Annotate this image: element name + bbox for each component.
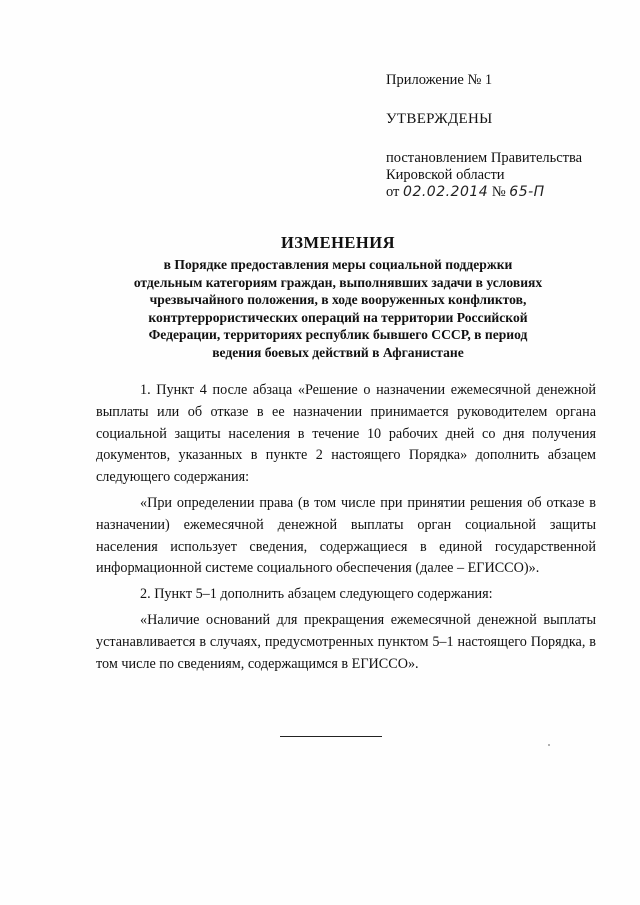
document-subtitle: в Порядке предоставления меры социальной поддержки отдельным категориям граждан, выполнявших задачи в условиях чрезвычайного положения, в ходе вооруженных конфликтов, контртеррористических операций на территории Российской Федерации, территориях республик бывшего СССР, в период ведения боевых действий в Афганистане <box>133 257 543 360</box>
date-prefix: от <box>386 184 400 200</box>
number-sign: № <box>491 184 506 200</box>
decree-line-2: Кировской области <box>386 167 505 183</box>
handwritten-date: 02.02.2014 <box>403 184 489 200</box>
approval-block <box>386 72 616 201</box>
paragraph-2: «При определении права (в том числе при принятии решения об отказе в назначении) ежемесячной денежной выплаты орган социальной защиты населения использует сведения, содержащиеся в единой государственной информационной системе социального обеспечения (далее – ЕГИССО)». <box>96 494 596 577</box>
handwritten-number: 65-П <box>509 184 545 200</box>
paragraph-3: 2. Пункт 5–1 дополнить абзацем следующего содержания: <box>140 586 493 603</box>
decree-line-1: постановлением Правительства <box>386 150 583 166</box>
title-block <box>130 233 546 361</box>
decree-reference <box>386 150 616 201</box>
document-body <box>96 380 596 675</box>
closing-rule <box>280 736 382 737</box>
document-title: ИЗМЕНЕНИЯ <box>280 233 396 252</box>
scan-speck <box>548 744 550 746</box>
paragraph-1: 1. Пункт 4 после абзаца «Решение о назначении ежемесячной денежной выплаты или об отказе в ее назначении принимается руководителем органа социальной защиты населения в течение 10 рабочих дней со дня получения документов, указанных в пункте 2 настоящего Порядка» дополнить абзацем следующего содержания: <box>96 382 596 486</box>
approved-label: УТВЕРЖДЕНЫ <box>386 111 493 127</box>
annex-label: Приложение № 1 <box>386 72 493 88</box>
decree-date-line <box>386 184 616 201</box>
paragraph-4: «Наличие оснований для прекращения ежемесячной денежной выплаты устанавливается в случаях, предусмотренных пунктом 5–1 настоящего Порядка, в том числе по сведениям, содержащимся в ЕГИССО». <box>96 611 596 672</box>
